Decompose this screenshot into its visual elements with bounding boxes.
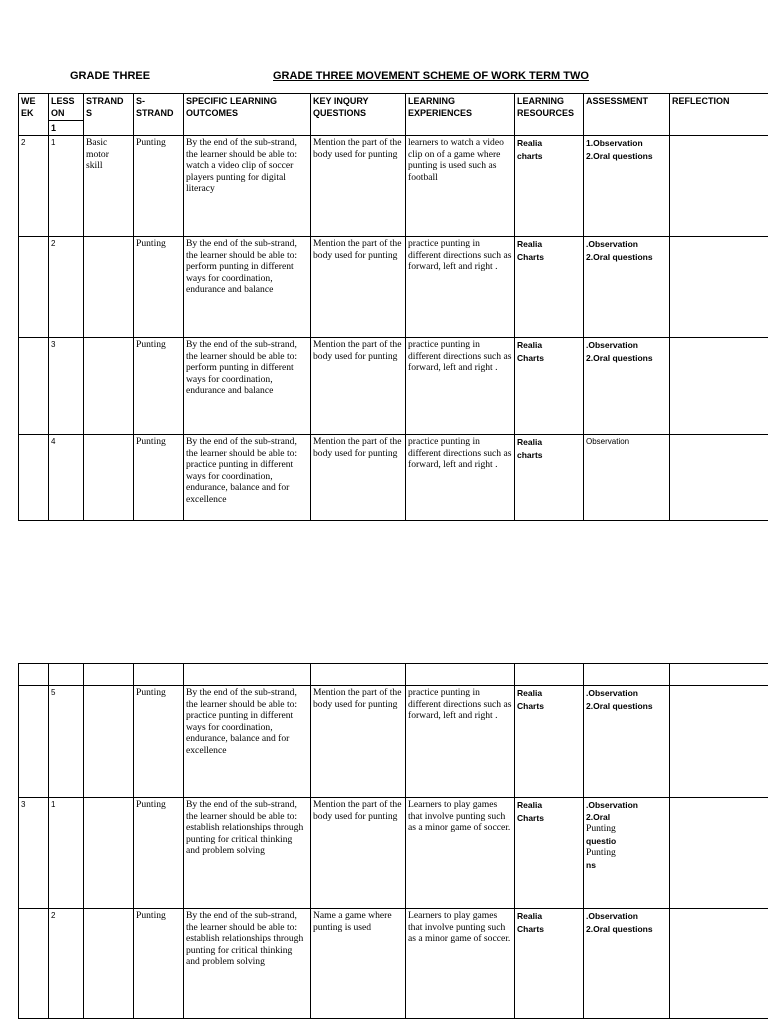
table-row bbox=[19, 237, 768, 338]
header-inquiry: KEY INQURY QUESTIONS bbox=[311, 94, 406, 136]
cell-outcome: By the end of the sub-strand, the learner should be able to: practice punting in different ways for coordination, endurance, balance and for excellence bbox=[184, 686, 311, 798]
cell-inquiry: Name a game where punting is used bbox=[311, 909, 406, 1019]
cell-resources: Realia Charts bbox=[515, 338, 584, 435]
cell-experience: practice punting in different directions such as forward, left and right . bbox=[406, 237, 515, 338]
cell-resources: Realia Charts bbox=[515, 909, 584, 1019]
cell-outcome: By the end of the sub-strand, the learner should be able to: establish relationships through punting for critical thinking and problem solving bbox=[184, 798, 311, 909]
cell-week: 3 bbox=[19, 798, 49, 909]
cell-reflection bbox=[670, 136, 768, 237]
cell-experience: practice punting in different directions such as forward, left and right . bbox=[406, 338, 515, 435]
header-week: WE EK bbox=[19, 94, 49, 136]
cell-assessment: Observation bbox=[584, 435, 670, 521]
cell-sub-strand: Punting bbox=[134, 237, 184, 338]
header-lesson: LESS ON bbox=[49, 94, 84, 121]
cell-inquiry: Mention the part of the body used for punting bbox=[311, 237, 406, 338]
table-row bbox=[19, 686, 768, 798]
cell-week bbox=[19, 909, 49, 1019]
cell-experience: practice punting in different directions such as forward, left and right . bbox=[406, 686, 515, 798]
cell-assessment: .Observation 2.Oral questions bbox=[584, 338, 670, 435]
cell-lesson: 3 bbox=[49, 338, 84, 435]
header-reflection: REFLECTION bbox=[670, 94, 768, 136]
scheme-table-page-1 bbox=[18, 93, 768, 521]
cell-reflection bbox=[670, 686, 768, 798]
header-sub-strand: S- STRAND bbox=[134, 94, 184, 136]
cell-lesson: 2 bbox=[49, 237, 84, 338]
cell-outcome: By the end of the sub-strand, the learner should be able to: practice punting in different ways for coordination, endurance, balance and for excellence bbox=[184, 435, 311, 521]
cell-inquiry: Mention the part of the body used for punting bbox=[311, 686, 406, 798]
cell-lesson: 1 bbox=[49, 798, 84, 909]
cell-week bbox=[19, 686, 49, 798]
assessment-line: Punting bbox=[586, 847, 616, 858]
cell-strand bbox=[84, 909, 134, 1019]
cell-sub-strand: Punting bbox=[134, 136, 184, 237]
cell-lesson: 1 bbox=[49, 136, 84, 237]
cell-inquiry: Mention the part of the body used for punting bbox=[311, 435, 406, 521]
cell-reflection bbox=[670, 435, 768, 521]
cell-strand bbox=[84, 435, 134, 521]
cell-outcome: By the end of the sub-strand, the learner should be able to: perform punting in different ways for coordination, endurance and balance bbox=[184, 338, 311, 435]
cell-experience: learners to watch a video clip on of a game where punting is used such as football bbox=[406, 136, 515, 237]
cell-strand bbox=[84, 686, 134, 798]
cell-sub-strand: Punting bbox=[134, 686, 184, 798]
table-row bbox=[19, 435, 768, 521]
cell-inquiry: Mention the part of the body used for punting bbox=[311, 136, 406, 237]
cell-resources: Realia Charts bbox=[515, 686, 584, 798]
cell-assessment: 1.Observation 2.Oral questions bbox=[584, 136, 670, 237]
cell-outcome: By the end of the sub-strand, the learner should be able to: perform punting in different ways for coordination, endurance and balance bbox=[184, 237, 311, 338]
scheme-table-page-2 bbox=[18, 663, 768, 1019]
cell-strand bbox=[84, 338, 134, 435]
header-experiences: LEARNING EXPERIENCES bbox=[406, 94, 515, 136]
cell-reflection bbox=[670, 338, 768, 435]
cell-week bbox=[19, 338, 49, 435]
assessment-line: 2.Oral bbox=[586, 812, 611, 822]
header-lesson-sub: 1 bbox=[49, 121, 84, 136]
cell-resources: Realia Charts bbox=[515, 237, 584, 338]
cell-sub-strand: Punting bbox=[134, 798, 184, 909]
cell-sub-strand: Punting bbox=[134, 338, 184, 435]
cell-outcome: By the end of the sub-strand, the learner should be able to: establish relationships through punting for critical thinking and problem solving bbox=[184, 909, 311, 1019]
cell-assessment bbox=[584, 798, 670, 909]
table-row bbox=[19, 909, 768, 1019]
cell-lesson: 2 bbox=[49, 909, 84, 1019]
cell-reflection bbox=[670, 909, 768, 1019]
cell-assessment: .Observation 2.Oral questions bbox=[584, 237, 670, 338]
cell-strand bbox=[84, 798, 134, 909]
cell-week bbox=[19, 435, 49, 521]
table-header-row bbox=[19, 94, 768, 121]
header-outcomes: SPECIFIC LEARNING OUTCOMES bbox=[184, 94, 311, 136]
cell-outcome: By the end of the sub-strand, the learner should be able to: watch a video clip of soccer players punting for digital literacy bbox=[184, 136, 311, 237]
document-title: GRADE THREE MOVEMENT SCHEME OF WORK TERM TWO bbox=[273, 70, 589, 82]
cell-assessment: .Observation 2.Oral questions bbox=[584, 686, 670, 798]
table-row bbox=[19, 136, 768, 237]
cell-inquiry: Mention the part of the body used for punting bbox=[311, 798, 406, 909]
cell-resources: Realia Charts bbox=[515, 798, 584, 909]
cell-reflection bbox=[670, 798, 768, 909]
cell-strand: Basic motor skill bbox=[84, 136, 134, 237]
cell-experience: practice punting in different directions such as forward, left and right . bbox=[406, 435, 515, 521]
assessment-line: ns bbox=[586, 860, 596, 870]
cell-lesson: 5 bbox=[49, 686, 84, 798]
cell-week bbox=[19, 237, 49, 338]
table-row bbox=[19, 798, 768, 909]
cell-week: 2 bbox=[19, 136, 49, 237]
cell-resources: Realia charts bbox=[515, 136, 584, 237]
header-resources: LEARNING RESOURCES bbox=[515, 94, 584, 136]
assessment-line: .Observation bbox=[586, 800, 638, 810]
cell-inquiry: Mention the part of the body used for punting bbox=[311, 338, 406, 435]
cell-sub-strand: Punting bbox=[134, 909, 184, 1019]
grade-label: GRADE THREE bbox=[70, 70, 151, 82]
cell-experience: Learners to play games that involve punting such as a minor game of soccer. bbox=[406, 909, 515, 1019]
assessment-line: Punting bbox=[586, 823, 616, 834]
header-strand: STRAND S bbox=[84, 94, 134, 136]
cell-experience: Learners to play games that involve punting such as a minor game of soccer. bbox=[406, 798, 515, 909]
assessment-line: questio bbox=[586, 836, 617, 846]
cell-strand bbox=[84, 237, 134, 338]
cell-assessment: .Observation 2.Oral questions bbox=[584, 909, 670, 1019]
cell-reflection bbox=[670, 237, 768, 338]
cell-resources: Realia charts bbox=[515, 435, 584, 521]
table-row bbox=[19, 338, 768, 435]
cell-lesson: 4 bbox=[49, 435, 84, 521]
header-assessment: ASSESSMENT bbox=[584, 94, 670, 136]
blank-header-row bbox=[19, 664, 768, 686]
cell-sub-strand: Punting bbox=[134, 435, 184, 521]
